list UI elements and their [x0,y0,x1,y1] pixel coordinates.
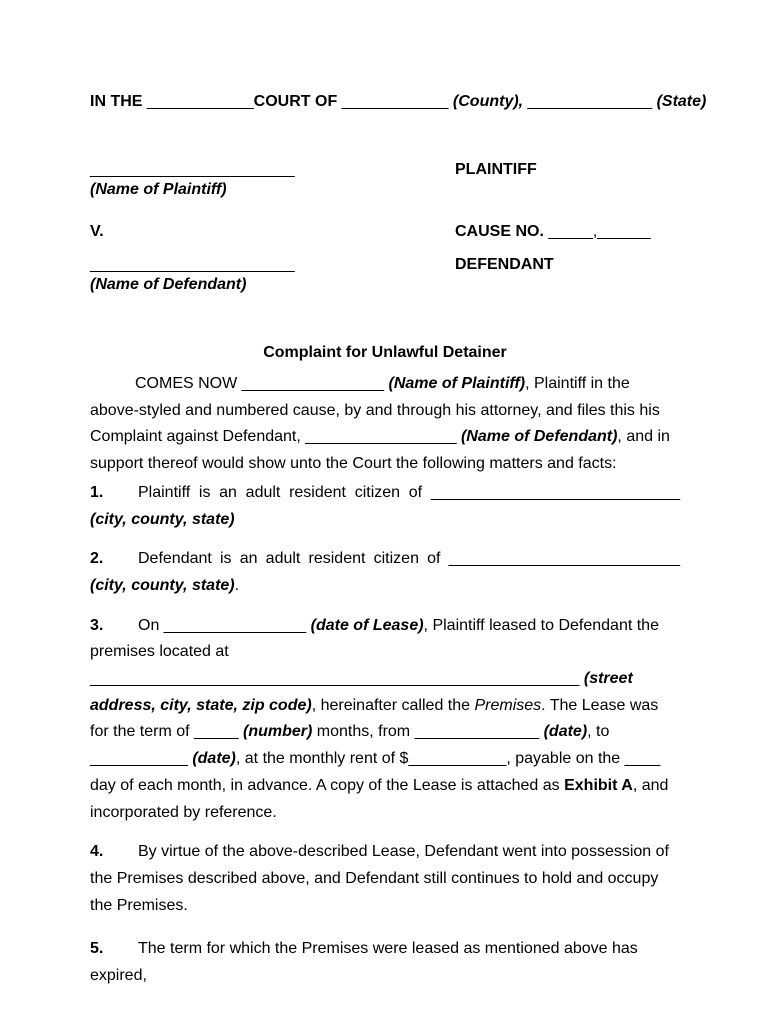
text-run: Exhibit A [564,776,633,794]
caption-row-versus [90,222,680,242]
item-number: 2. [90,550,104,568]
text-run: ____________ [146,93,254,110]
plaintiff-name-blank: _______________________ [90,161,295,178]
text-run: _______________________________________________________ [90,670,584,688]
text-run: ______________ [523,93,657,110]
text-run: (city, county, state) [90,576,235,594]
defendant-name-blank: _______________________ [90,256,295,273]
text-run: (County), [452,93,524,110]
text-run: ________________ [163,616,311,634]
item-number: 5. [90,940,104,958]
text-run: ____________________________ [430,483,680,501]
caption-row-plaintiff-label [90,180,680,200]
text-run: (Name of Plaintiff) [388,375,526,392]
item-text [90,940,638,984]
item-text [90,617,668,821]
intro-paragraph [90,371,680,478]
plaintiff-name-label: (Name of Plaintiff) [90,181,227,198]
text-run: (street address, city, state, zip code) [90,670,633,714]
text-run: The term for which the Premises were leased as mentioned above has expired, [90,940,638,985]
text-run: , at the monthly rent of $ [235,750,409,768]
text-run: . The Lease was for the term of [90,696,659,741]
text-run: ____ [624,750,661,768]
item-number: 1. [90,483,104,501]
plaintiff-heading: PLAINTIFF [455,161,537,178]
text-run: (date) [543,723,588,741]
item-number: 3. [90,616,104,634]
cause-number-label: CAUSE NO. [455,223,544,240]
text-run: ______________ [414,723,544,741]
text-run: (date) [192,750,236,768]
court-caption-header [90,88,707,115]
text-run: , and in support thereof would show unto the Court the following matters and facts: [90,428,670,473]
text-run: ________________ [241,375,389,392]
text-run: _________________ [305,428,461,446]
text-run: _____ [194,723,243,741]
text-run: ___________ [90,750,193,768]
text-run: ___________ [408,750,507,768]
text-run: . [234,576,240,594]
caption-row-plaintiff-line [90,160,680,180]
text-run: By virtue of the above-described Lease, Defendant went into possession of the Premises described above, and Defendant still continues to hold and occupy the Premises. [90,843,669,914]
item-text [90,843,669,913]
text-run: (number) [242,723,313,741]
numbered-item-2 [90,546,680,599]
text-run: COURT OF [253,93,342,110]
text-run: , payable on the [506,750,625,768]
text-run: COMES NOW [135,375,242,392]
text-run: On [138,616,164,634]
text-run: ____________ [341,93,453,110]
numbered-item-3 [90,613,680,827]
caption-spacer [455,275,680,295]
text-run: , to [587,723,610,741]
case-caption-block [90,160,680,295]
caption-row-defendant-label [90,275,680,295]
text-run: , hereinafter called the [311,696,475,714]
numbered-item-1 [90,480,680,533]
text-run: (city, county, state) [90,510,235,528]
defendant-heading: DEFENDANT [455,256,554,273]
item-text [90,484,680,528]
cause-number-blank: _____,______ [543,223,651,240]
text-run: (Name of Defendant) [460,428,618,446]
defendant-name-label: (Name of Defendant) [90,276,247,293]
text-run: (date of Lease) [310,616,424,634]
caption-spacer [455,180,680,200]
text-run: (State) [656,93,707,110]
item-number: 4. [90,843,104,861]
cause-number-line [455,222,680,242]
numbered-item-4 [90,839,680,919]
text-run: , Plaintiff in the above-styled and numbered cause, by and through his attorney, and files this his Complaint against Defendant, [90,375,660,446]
caption-row-defendant-line [90,255,680,275]
text-run: __________________________ [448,550,680,568]
versus-label: V. [90,223,104,240]
item-text [90,550,680,594]
text-run: day of each month, in advance. A copy of the Lease is attached as [90,776,565,794]
text-run: Plaintiff is an adult resident citizen of [138,483,431,501]
document-title: Complaint for Unlawful Detainer [263,344,507,361]
text-run: , and incorporated by reference. [90,776,669,821]
text-run: , Plaintiff leased to Defendant the premises located at [90,616,659,661]
text-run: Premises [474,696,542,714]
text-run: IN THE [90,93,147,110]
text-run: Defendant is an adult resident citizen of [138,550,449,568]
numbered-item-5 [90,936,680,989]
text-run: months, from [312,723,415,741]
